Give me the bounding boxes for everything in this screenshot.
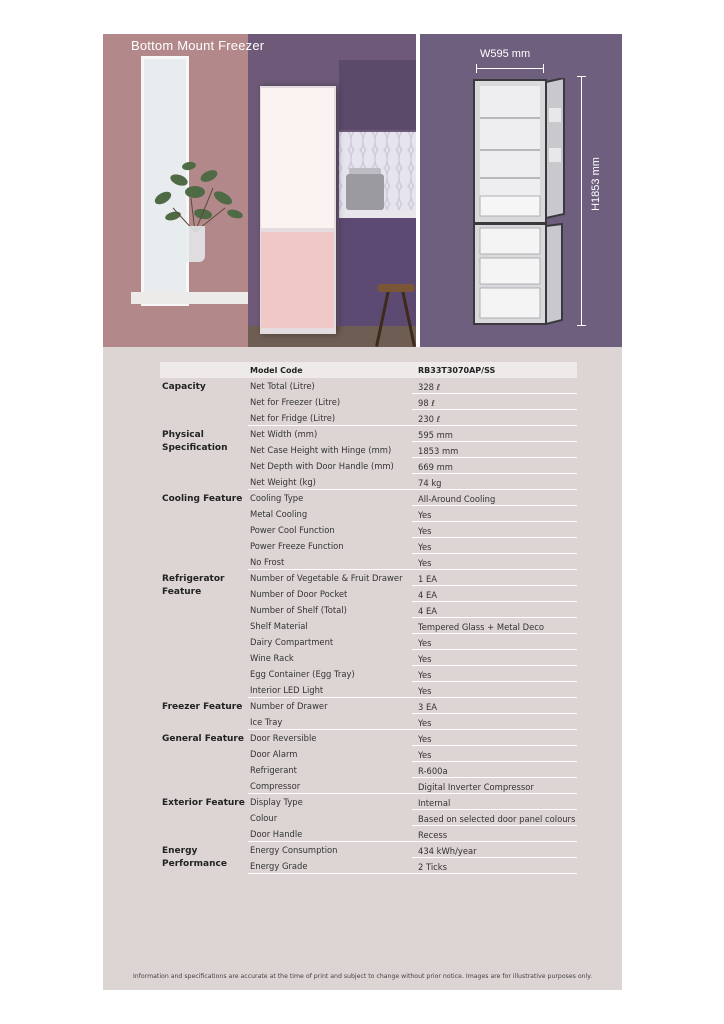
- spec-row: [160, 794, 577, 810]
- spec-label: Net for Fridge (Litre): [250, 413, 336, 423]
- spec-value: Yes: [418, 750, 432, 760]
- spec-value: 4 EA: [418, 590, 438, 600]
- width-dimension-tick: [543, 64, 544, 73]
- spec-value: All-Around Cooling: [418, 494, 496, 504]
- spec-label: Compressor: [250, 781, 301, 791]
- spec-category: Physical Specification: [162, 430, 228, 453]
- spec-label: Energy Grade: [250, 861, 308, 871]
- stool-seat: [377, 284, 415, 292]
- spec-label: Net Case Height with Hinge (mm): [250, 445, 392, 455]
- spec-body: [160, 378, 577, 874]
- spec-row: [160, 762, 577, 778]
- spec-value: Internal: [418, 798, 451, 808]
- spec-label: Net Width (mm): [250, 429, 318, 439]
- height-label: H1853 mm: [590, 157, 602, 211]
- glass-vase: [177, 226, 205, 262]
- spec-label: Net Depth with Door Handle (mm): [250, 461, 394, 471]
- spec-value: 2 Ticks: [418, 862, 447, 872]
- spec-row: [160, 490, 577, 506]
- row-divider: [248, 873, 577, 874]
- spec-row: [160, 714, 577, 730]
- open-fridge-icon: [472, 78, 580, 328]
- spec-row: [160, 730, 577, 746]
- spec-label: Cooling Type: [250, 493, 304, 503]
- width-dimension-line: [476, 68, 544, 69]
- spec-value: Tempered Glass + Metal Deco: [418, 622, 544, 632]
- spec-row: [160, 634, 577, 650]
- spec-label: Number of Door Pocket: [250, 589, 348, 599]
- spec-label: Colour: [250, 813, 278, 823]
- spec-label: Display Type: [250, 797, 303, 807]
- spec-row: [160, 538, 577, 554]
- spec-value: 74 kg: [418, 478, 442, 488]
- spec-value: Yes: [418, 526, 432, 536]
- spec-label: Egg Container (Egg Tray): [250, 669, 355, 679]
- upper-cabinet: [339, 60, 416, 130]
- spec-row: [160, 698, 577, 714]
- spec-header-label: Model Code: [250, 366, 303, 375]
- spec-row: [160, 778, 577, 794]
- fridge-upper-door: [261, 88, 334, 228]
- spec-category: General Feature: [162, 734, 244, 744]
- spec-category: Freezer Feature: [162, 702, 243, 712]
- spec-label: Net Weight (kg): [250, 477, 316, 487]
- spec-value: 669 mm: [418, 462, 453, 472]
- spec-value: R-600a: [418, 766, 448, 776]
- spec-row: [160, 682, 577, 698]
- spec-value: Recess: [418, 830, 448, 840]
- spec-row: [160, 586, 577, 602]
- spec-row: [160, 618, 577, 634]
- spec-row: [160, 410, 577, 426]
- spec-row: [160, 474, 577, 490]
- spec-category: Capacity: [162, 382, 206, 392]
- spec-row: [160, 394, 577, 410]
- spec-value: Yes: [418, 718, 432, 728]
- spec-row: [160, 650, 577, 666]
- spec-value: 1853 mm: [418, 446, 459, 456]
- spec-value: 4 EA: [418, 606, 438, 616]
- spec-value: 328 ℓ: [418, 382, 441, 392]
- spec-label: Door Reversible: [250, 733, 317, 743]
- spec-row: [160, 810, 577, 826]
- width-dimension-tick: [476, 64, 477, 73]
- spec-label: Number of Drawer: [250, 701, 328, 711]
- spec-category: Cooling Feature: [162, 494, 243, 504]
- spec-label: Shelf Material: [250, 621, 308, 631]
- spec-value: Yes: [418, 638, 432, 648]
- lifestyle-photo: [103, 34, 416, 347]
- spec-header-row: [160, 362, 577, 378]
- spec-category: Refrigerator Feature: [162, 574, 225, 597]
- spec-row: [160, 858, 577, 874]
- fridge-lower-door: [261, 232, 334, 328]
- spec-value: 434 kWh/year: [418, 846, 477, 856]
- spec-value: Yes: [418, 734, 432, 744]
- spec-value: 3 EA: [418, 702, 438, 712]
- coffee-machine: [346, 174, 384, 210]
- spec-label: Power Cool Function: [250, 525, 335, 535]
- spec-row: [160, 602, 577, 618]
- dimension-panel: [420, 34, 622, 347]
- spec-label: Power Freeze Function: [250, 541, 344, 551]
- spec-label: Number of Vegetable & Fruit Drawer: [250, 573, 403, 583]
- spec-value: Based on selected door panel colours: [418, 814, 576, 824]
- spec-label: Ice Tray: [250, 717, 283, 727]
- spec-label: Interior LED Light: [250, 685, 324, 695]
- spec-value: 230 ℓ: [418, 414, 441, 424]
- spec-row: [160, 746, 577, 762]
- spec-value: Digital Inverter Compressor: [418, 782, 534, 792]
- spec-value: Yes: [418, 670, 432, 680]
- window-sill: [131, 292, 251, 304]
- countertop: [339, 210, 416, 218]
- spec-category: Exterior Feature: [162, 798, 245, 808]
- hero-banner: [103, 34, 622, 347]
- spec-label: No Frost: [250, 557, 285, 567]
- spec-value: 1 EA: [418, 574, 438, 584]
- spec-label: Net for Freezer (Litre): [250, 397, 341, 407]
- spec-label: Metal Cooling: [250, 509, 308, 519]
- disclaimer: Information and specifications are accurate at the time of print and subject to change without prior notice. Images are for illustrative purposes only.: [132, 973, 593, 980]
- spec-row: [160, 554, 577, 570]
- spec-value: Yes: [418, 558, 432, 568]
- spec-header-value: RB33T3070AP/SS: [418, 366, 496, 375]
- spec-table: [160, 362, 577, 874]
- spec-row: [160, 378, 577, 394]
- spec-label: Number of Shelf (Total): [250, 605, 347, 615]
- spec-label: Door Alarm: [250, 749, 298, 759]
- spec-row: [160, 666, 577, 682]
- height-dimension-tick: [577, 76, 586, 77]
- spec-row: [160, 458, 577, 474]
- spec-value: Yes: [418, 510, 432, 520]
- spec-value: 595 mm: [418, 430, 453, 440]
- spec-label: Dairy Compartment: [250, 637, 334, 647]
- plant-icon: [143, 158, 249, 234]
- spec-value: Yes: [418, 686, 432, 696]
- spec-row: [160, 522, 577, 538]
- spec-label: Refrigerant: [250, 765, 297, 775]
- spec-value: Yes: [418, 654, 432, 664]
- spec-row: [160, 506, 577, 522]
- width-label: W595 mm: [480, 48, 531, 60]
- height-dimension-line: [581, 76, 582, 326]
- spec-label: Wine Rack: [250, 653, 294, 663]
- spec-value: Yes: [418, 542, 432, 552]
- spec-row: [160, 826, 577, 842]
- spec-value: 98 ℓ: [418, 398, 435, 408]
- spec-row: [160, 442, 577, 458]
- spec-category: Energy Performance: [162, 846, 227, 869]
- page-title: Bottom Mount Freezer: [131, 38, 265, 53]
- spec-label: Door Handle: [250, 829, 303, 839]
- spec-label: Energy Consumption: [250, 845, 338, 855]
- spec-label: Net Total (Litre): [250, 381, 315, 391]
